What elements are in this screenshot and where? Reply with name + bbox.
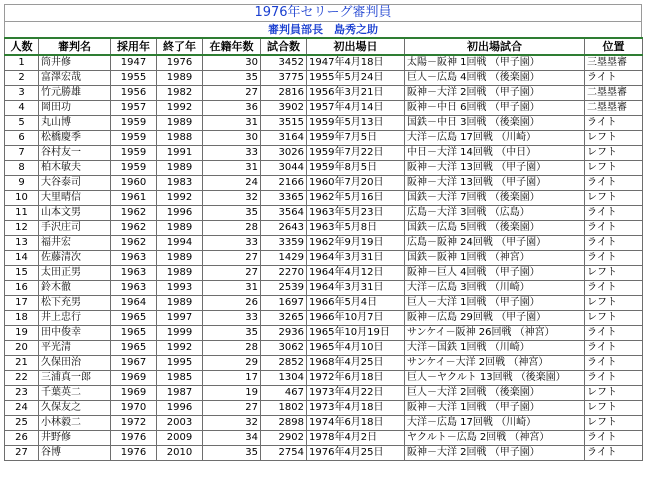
table-row bbox=[5, 341, 643, 356]
umpire-name-cell: 竹元勝雄 bbox=[39, 86, 111, 101]
position-cell: レフト bbox=[585, 266, 643, 281]
end-year-cell: 1989 bbox=[157, 116, 203, 131]
end-year-cell: 1989 bbox=[157, 71, 203, 86]
start-year-cell: 1965 bbox=[111, 311, 157, 326]
row-number-cell: 7 bbox=[5, 146, 39, 161]
umpire-name-cell: 柏木敏夫 bbox=[39, 161, 111, 176]
debut-game-cell: 巨人－広島 4回戦 （後楽園） bbox=[405, 71, 585, 86]
games-count-cell: 3164 bbox=[261, 131, 307, 146]
years-active-cell: 35 bbox=[203, 71, 261, 86]
row-number-cell: 10 bbox=[5, 191, 39, 206]
games-count-cell: 2898 bbox=[261, 416, 307, 431]
start-year-cell: 1969 bbox=[111, 371, 157, 386]
umpire-name-cell: 谷博 bbox=[39, 446, 111, 461]
row-number-cell: 19 bbox=[5, 326, 39, 341]
games-count-cell: 3515 bbox=[261, 116, 307, 131]
table-row bbox=[5, 131, 643, 146]
end-year-cell: 1994 bbox=[157, 236, 203, 251]
end-year-cell: 1995 bbox=[157, 356, 203, 371]
table-row bbox=[5, 176, 643, 191]
debut-game-cell: 阪神－中日 6回戦 （甲子園） bbox=[405, 101, 585, 116]
row-number-cell: 1 bbox=[5, 55, 39, 71]
games-count-cell: 2902 bbox=[261, 431, 307, 446]
umpire-name-cell: 大里晴信 bbox=[39, 191, 111, 206]
end-year-cell: 2003 bbox=[157, 416, 203, 431]
table-row bbox=[5, 191, 643, 206]
debut-date-cell: 1972年6月18日 bbox=[307, 371, 405, 386]
start-year-cell: 1963 bbox=[111, 251, 157, 266]
umpire-name-cell: 小林毅二 bbox=[39, 416, 111, 431]
years-active-cell: 35 bbox=[203, 206, 261, 221]
position-cell: レフト bbox=[585, 146, 643, 161]
umpire-name-cell: 田中俊幸 bbox=[39, 326, 111, 341]
games-count-cell: 1429 bbox=[261, 251, 307, 266]
position-cell: ライト bbox=[585, 341, 643, 356]
games-count-cell: 3265 bbox=[261, 311, 307, 326]
row-number-cell: 8 bbox=[5, 161, 39, 176]
start-year-cell: 1970 bbox=[111, 401, 157, 416]
games-count-cell: 3365 bbox=[261, 191, 307, 206]
table-row bbox=[5, 161, 643, 176]
table-row bbox=[5, 221, 643, 236]
umpire-name-cell: 三浦真一郎 bbox=[39, 371, 111, 386]
years-active-cell: 33 bbox=[203, 146, 261, 161]
start-year-cell: 1957 bbox=[111, 101, 157, 116]
umpire-sheet bbox=[4, 4, 642, 461]
start-year-cell: 1963 bbox=[111, 266, 157, 281]
years-active-cell: 24 bbox=[203, 176, 261, 191]
games-count-cell: 3359 bbox=[261, 236, 307, 251]
row-number-cell: 15 bbox=[5, 266, 39, 281]
position-cell: ライト bbox=[585, 251, 643, 266]
row-number-cell: 23 bbox=[5, 386, 39, 401]
umpire-name-cell: 井野修 bbox=[39, 431, 111, 446]
debut-game-cell: 阪神－大洋 2回戦 （甲子園） bbox=[405, 446, 585, 461]
debut-date-cell: 1966年5月4日 bbox=[307, 296, 405, 311]
games-count-cell: 3044 bbox=[261, 161, 307, 176]
end-year-cell: 1997 bbox=[157, 311, 203, 326]
debut-game-cell: サンケイ－阪神 26回戦 （神宮） bbox=[405, 326, 585, 341]
start-year-cell: 1961 bbox=[111, 191, 157, 206]
years-active-cell: 30 bbox=[203, 131, 261, 146]
debut-date-cell: 1963年5月23日 bbox=[307, 206, 405, 221]
games-count-cell: 3902 bbox=[261, 101, 307, 116]
row-number-cell: 17 bbox=[5, 296, 39, 311]
umpire-name-cell: 筒井修 bbox=[39, 55, 111, 71]
years-active-cell: 31 bbox=[203, 116, 261, 131]
table-row bbox=[5, 71, 643, 86]
umpire-name-cell: 岡田功 bbox=[39, 101, 111, 116]
end-year-cell: 1989 bbox=[157, 161, 203, 176]
years-active-cell: 32 bbox=[203, 191, 261, 206]
years-active-cell: 35 bbox=[203, 326, 261, 341]
end-year-cell: 1996 bbox=[157, 401, 203, 416]
debut-game-cell: ヤクルト－広島 2回戦 （神宮） bbox=[405, 431, 585, 446]
umpire-name-cell: 山本文男 bbox=[39, 206, 111, 221]
games-count-cell: 3062 bbox=[261, 341, 307, 356]
end-year-cell: 2010 bbox=[157, 446, 203, 461]
col-header-games: 試合数 bbox=[261, 38, 307, 55]
umpire-name-cell: 太田正男 bbox=[39, 266, 111, 281]
position-cell: ライト bbox=[585, 371, 643, 386]
debut-game-cell: 阪神－巨人 4回戦 （甲子園） bbox=[405, 266, 585, 281]
start-year-cell: 1969 bbox=[111, 386, 157, 401]
games-count-cell: 2539 bbox=[261, 281, 307, 296]
end-year-cell: 1985 bbox=[157, 371, 203, 386]
umpire-name-cell: 大谷泰司 bbox=[39, 176, 111, 191]
debut-date-cell: 1964年4月12日 bbox=[307, 266, 405, 281]
debut-date-cell: 1974年6月18日 bbox=[307, 416, 405, 431]
debut-date-cell: 1955年5月24日 bbox=[307, 71, 405, 86]
table-row bbox=[5, 401, 643, 416]
end-year-cell: 1991 bbox=[157, 146, 203, 161]
years-active-cell: 28 bbox=[203, 341, 261, 356]
umpire-name-cell: 福井宏 bbox=[39, 236, 111, 251]
debut-date-cell: 1973年4月18日 bbox=[307, 401, 405, 416]
start-year-cell: 1959 bbox=[111, 146, 157, 161]
position-cell: ライト bbox=[585, 71, 643, 86]
start-year-cell: 1955 bbox=[111, 71, 157, 86]
games-count-cell: 1304 bbox=[261, 371, 307, 386]
years-active-cell: 33 bbox=[203, 236, 261, 251]
row-number-cell: 16 bbox=[5, 281, 39, 296]
row-number-cell: 11 bbox=[5, 206, 39, 221]
end-year-cell: 1976 bbox=[157, 55, 203, 71]
years-active-cell: 27 bbox=[203, 251, 261, 266]
start-year-cell: 1976 bbox=[111, 431, 157, 446]
table-body bbox=[5, 55, 643, 461]
debut-game-cell: 巨人－大洋 1回戦 （甲子園） bbox=[405, 296, 585, 311]
games-count-cell: 2270 bbox=[261, 266, 307, 281]
end-year-cell: 1983 bbox=[157, 176, 203, 191]
end-year-cell: 1992 bbox=[157, 191, 203, 206]
years-active-cell: 27 bbox=[203, 266, 261, 281]
games-count-cell: 467 bbox=[261, 386, 307, 401]
debut-date-cell: 1959年7月22日 bbox=[307, 146, 405, 161]
debut-game-cell: サンケイ－大洋 2回戦 （神宮） bbox=[405, 356, 585, 371]
position-cell: 二塁塁審 bbox=[585, 101, 643, 116]
row-number-cell: 21 bbox=[5, 356, 39, 371]
umpire-name-cell: 久保田治 bbox=[39, 356, 111, 371]
position-cell: レフト bbox=[585, 191, 643, 206]
table-row bbox=[5, 431, 643, 446]
years-active-cell: 27 bbox=[203, 86, 261, 101]
start-year-cell: 1962 bbox=[111, 221, 157, 236]
debut-date-cell: 1963年5月8日 bbox=[307, 221, 405, 236]
end-year-cell: 1992 bbox=[157, 101, 203, 116]
table-row bbox=[5, 326, 643, 341]
games-count-cell: 3564 bbox=[261, 206, 307, 221]
start-year-cell: 1947 bbox=[111, 55, 157, 71]
debut-game-cell: 阪神－大洋 13回戦 （甲子園） bbox=[405, 176, 585, 191]
start-year-cell: 1962 bbox=[111, 236, 157, 251]
table-row bbox=[5, 446, 643, 461]
debut-date-cell: 1959年7月5日 bbox=[307, 131, 405, 146]
end-year-cell: 1993 bbox=[157, 281, 203, 296]
row-number-cell: 13 bbox=[5, 236, 39, 251]
row-number-cell: 12 bbox=[5, 221, 39, 236]
debut-date-cell: 1965年10月19日 bbox=[307, 326, 405, 341]
row-number-cell: 20 bbox=[5, 341, 39, 356]
start-year-cell: 1959 bbox=[111, 131, 157, 146]
years-active-cell: 29 bbox=[203, 356, 261, 371]
debut-game-cell: 大洋－広島 17回戦 （川崎） bbox=[405, 131, 585, 146]
col-header-position: 位置 bbox=[585, 38, 643, 55]
end-year-cell: 1982 bbox=[157, 86, 203, 101]
table-row bbox=[5, 281, 643, 296]
start-year-cell: 1960 bbox=[111, 176, 157, 191]
debut-date-cell: 1962年5月16日 bbox=[307, 191, 405, 206]
debut-game-cell: 国鉄－広島 5回戦 （後楽園） bbox=[405, 221, 585, 236]
position-cell: ライト bbox=[585, 356, 643, 371]
debut-game-cell: 広島－阪神 24回戦 （甲子園） bbox=[405, 236, 585, 251]
years-active-cell: 35 bbox=[203, 446, 261, 461]
years-active-cell: 33 bbox=[203, 311, 261, 326]
debut-date-cell: 1973年4月22日 bbox=[307, 386, 405, 401]
games-count-cell: 2852 bbox=[261, 356, 307, 371]
debut-game-cell: 国鉄－阪神 1回戦 （神宮） bbox=[405, 251, 585, 266]
start-year-cell: 1967 bbox=[111, 356, 157, 371]
col-header-start-year: 採用年 bbox=[111, 38, 157, 55]
games-count-cell: 1697 bbox=[261, 296, 307, 311]
start-year-cell: 1965 bbox=[111, 326, 157, 341]
row-number-cell: 22 bbox=[5, 371, 39, 386]
debut-game-cell: 阪神－大洋 1回戦 （甲子園） bbox=[405, 401, 585, 416]
position-cell: ライト bbox=[585, 431, 643, 446]
sheet-title: 1976年セリーグ審判員 bbox=[4, 4, 642, 21]
years-active-cell: 28 bbox=[203, 221, 261, 236]
debut-date-cell: 1959年5月13日 bbox=[307, 116, 405, 131]
table-row bbox=[5, 146, 643, 161]
debut-date-cell: 1960年7月20日 bbox=[307, 176, 405, 191]
debut-date-cell: 1964年3月31日 bbox=[307, 281, 405, 296]
debut-game-cell: 巨人－大洋 2回戦 （後楽園） bbox=[405, 386, 585, 401]
position-cell: 三塁塁審 bbox=[585, 55, 643, 71]
table-row bbox=[5, 206, 643, 221]
table-row bbox=[5, 101, 643, 116]
end-year-cell: 1987 bbox=[157, 386, 203, 401]
debut-date-cell: 1962年9月19日 bbox=[307, 236, 405, 251]
games-count-cell: 3452 bbox=[261, 55, 307, 71]
table-row bbox=[5, 266, 643, 281]
position-cell: ライト bbox=[585, 326, 643, 341]
row-number-cell: 3 bbox=[5, 86, 39, 101]
table-row bbox=[5, 116, 643, 131]
table-row bbox=[5, 86, 643, 101]
debut-date-cell: 1964年3月31日 bbox=[307, 251, 405, 266]
games-count-cell: 2643 bbox=[261, 221, 307, 236]
debut-game-cell: 国鉄－中日 3回戦 （後楽園） bbox=[405, 116, 585, 131]
debut-game-cell: 阪神－大洋 2回戦 （甲子園） bbox=[405, 86, 585, 101]
years-active-cell: 36 bbox=[203, 101, 261, 116]
umpire-name-cell: 千葉英二 bbox=[39, 386, 111, 401]
years-active-cell: 31 bbox=[203, 161, 261, 176]
row-number-cell: 18 bbox=[5, 311, 39, 326]
games-count-cell: 2754 bbox=[261, 446, 307, 461]
debut-date-cell: 1976年4月25日 bbox=[307, 446, 405, 461]
umpire-name-cell: 谷村友一 bbox=[39, 146, 111, 161]
years-active-cell: 34 bbox=[203, 431, 261, 446]
umpire-name-cell: 佐藤清次 bbox=[39, 251, 111, 266]
debut-date-cell: 1965年4月10日 bbox=[307, 341, 405, 356]
row-number-cell: 26 bbox=[5, 431, 39, 446]
debut-date-cell: 1956年3月21日 bbox=[307, 86, 405, 101]
debut-game-cell: 大洋－国鉄 1回戦 （川崎） bbox=[405, 341, 585, 356]
years-active-cell: 19 bbox=[203, 386, 261, 401]
table-row bbox=[5, 251, 643, 266]
start-year-cell: 1972 bbox=[111, 416, 157, 431]
start-year-cell: 1976 bbox=[111, 446, 157, 461]
position-cell: ライト bbox=[585, 221, 643, 236]
debut-game-cell: 広島－大洋 3回戦 （広島） bbox=[405, 206, 585, 221]
debut-game-cell: 巨人－ヤクルト 13回戦 （後楽園） bbox=[405, 371, 585, 386]
end-year-cell: 1989 bbox=[157, 221, 203, 236]
start-year-cell: 1959 bbox=[111, 161, 157, 176]
position-cell: レフト bbox=[585, 416, 643, 431]
sheet-subtitle: 審判員部長 島秀之助 bbox=[4, 21, 642, 37]
debut-date-cell: 1966年10月7日 bbox=[307, 311, 405, 326]
debut-game-cell: 阪神－広島 29回戦 （甲子園） bbox=[405, 311, 585, 326]
start-year-cell: 1964 bbox=[111, 296, 157, 311]
end-year-cell: 1992 bbox=[157, 341, 203, 356]
col-header-end-year: 終了年 bbox=[157, 38, 203, 55]
row-number-cell: 27 bbox=[5, 446, 39, 461]
position-cell: レフト bbox=[585, 401, 643, 416]
position-cell: レフト bbox=[585, 296, 643, 311]
end-year-cell: 1989 bbox=[157, 251, 203, 266]
debut-date-cell: 1968年4月25日 bbox=[307, 356, 405, 371]
debut-game-cell: 阪神－大洋 13回戦 （甲子園） bbox=[405, 161, 585, 176]
position-cell: レフト bbox=[585, 161, 643, 176]
years-active-cell: 30 bbox=[203, 55, 261, 71]
row-number-cell: 4 bbox=[5, 101, 39, 116]
table-row bbox=[5, 55, 643, 71]
position-cell: レフト bbox=[585, 131, 643, 146]
start-year-cell: 1963 bbox=[111, 281, 157, 296]
table-row bbox=[5, 371, 643, 386]
position-cell: ライト bbox=[585, 446, 643, 461]
games-count-cell: 2816 bbox=[261, 86, 307, 101]
row-number-cell: 9 bbox=[5, 176, 39, 191]
games-count-cell: 2166 bbox=[261, 176, 307, 191]
table-row bbox=[5, 356, 643, 371]
umpire-name-cell: 手沢庄司 bbox=[39, 221, 111, 236]
debut-game-cell: 大洋－広島 3回戦 （川崎） bbox=[405, 281, 585, 296]
row-number-cell: 25 bbox=[5, 416, 39, 431]
start-year-cell: 1962 bbox=[111, 206, 157, 221]
umpire-name-cell: 鈴木徹 bbox=[39, 281, 111, 296]
position-cell: レフト bbox=[585, 311, 643, 326]
row-number-cell: 6 bbox=[5, 131, 39, 146]
years-active-cell: 26 bbox=[203, 296, 261, 311]
years-active-cell: 27 bbox=[203, 401, 261, 416]
table-row bbox=[5, 296, 643, 311]
umpire-name-cell: 丸山博 bbox=[39, 116, 111, 131]
header-row bbox=[5, 38, 643, 55]
years-active-cell: 17 bbox=[203, 371, 261, 386]
umpire-name-cell: 松下充男 bbox=[39, 296, 111, 311]
row-number-cell: 5 bbox=[5, 116, 39, 131]
years-active-cell: 31 bbox=[203, 281, 261, 296]
position-cell: ライト bbox=[585, 206, 643, 221]
table-row bbox=[5, 311, 643, 326]
debut-game-cell: 中日－大洋 14回戦 （中日） bbox=[405, 146, 585, 161]
umpire-name-cell: 富澤宏哉 bbox=[39, 71, 111, 86]
umpire-name-cell: 松橋慶季 bbox=[39, 131, 111, 146]
row-number-cell: 2 bbox=[5, 71, 39, 86]
end-year-cell: 1988 bbox=[157, 131, 203, 146]
col-header-name: 審判名 bbox=[39, 38, 111, 55]
start-year-cell: 1965 bbox=[111, 341, 157, 356]
position-cell: ライト bbox=[585, 281, 643, 296]
position-cell: ライト bbox=[585, 176, 643, 191]
table-row bbox=[5, 236, 643, 251]
col-header-years: 在籍年数 bbox=[203, 38, 261, 55]
col-header-debut-date: 初出場日 bbox=[307, 38, 405, 55]
debut-date-cell: 1978年4月2日 bbox=[307, 431, 405, 446]
end-year-cell: 1999 bbox=[157, 326, 203, 341]
debut-game-cell: 太陽－阪神 1回戦 （甲子園） bbox=[405, 55, 585, 71]
games-count-cell: 3026 bbox=[261, 146, 307, 161]
games-count-cell: 3775 bbox=[261, 71, 307, 86]
table-row bbox=[5, 386, 643, 401]
start-year-cell: 1956 bbox=[111, 86, 157, 101]
table-row bbox=[5, 416, 643, 431]
debut-game-cell: 大洋－広島 17回戦 （川崎） bbox=[405, 416, 585, 431]
position-cell: 二塁塁審 bbox=[585, 86, 643, 101]
col-header-debut-game: 初出場試合 bbox=[405, 38, 585, 55]
umpire-name-cell: 久保友之 bbox=[39, 401, 111, 416]
debut-game-cell: 国鉄－大洋 7回戦 （後楽園） bbox=[405, 191, 585, 206]
end-year-cell: 1989 bbox=[157, 296, 203, 311]
row-number-cell: 24 bbox=[5, 401, 39, 416]
end-year-cell: 1996 bbox=[157, 206, 203, 221]
col-header-count: 人数 bbox=[5, 38, 39, 55]
position-cell: ライト bbox=[585, 116, 643, 131]
end-year-cell: 1989 bbox=[157, 266, 203, 281]
end-year-cell: 2009 bbox=[157, 431, 203, 446]
debut-date-cell: 1959年8月5日 bbox=[307, 161, 405, 176]
debut-date-cell: 1957年4月14日 bbox=[307, 101, 405, 116]
start-year-cell: 1959 bbox=[111, 116, 157, 131]
umpire-table bbox=[4, 37, 643, 461]
games-count-cell: 2936 bbox=[261, 326, 307, 341]
games-count-cell: 1802 bbox=[261, 401, 307, 416]
position-cell: ライト bbox=[585, 236, 643, 251]
row-number-cell: 14 bbox=[5, 251, 39, 266]
position-cell: レフト bbox=[585, 386, 643, 401]
years-active-cell: 32 bbox=[203, 416, 261, 431]
umpire-name-cell: 平光清 bbox=[39, 341, 111, 356]
debut-date-cell: 1947年4月18日 bbox=[307, 55, 405, 71]
umpire-name-cell: 井上忠行 bbox=[39, 311, 111, 326]
